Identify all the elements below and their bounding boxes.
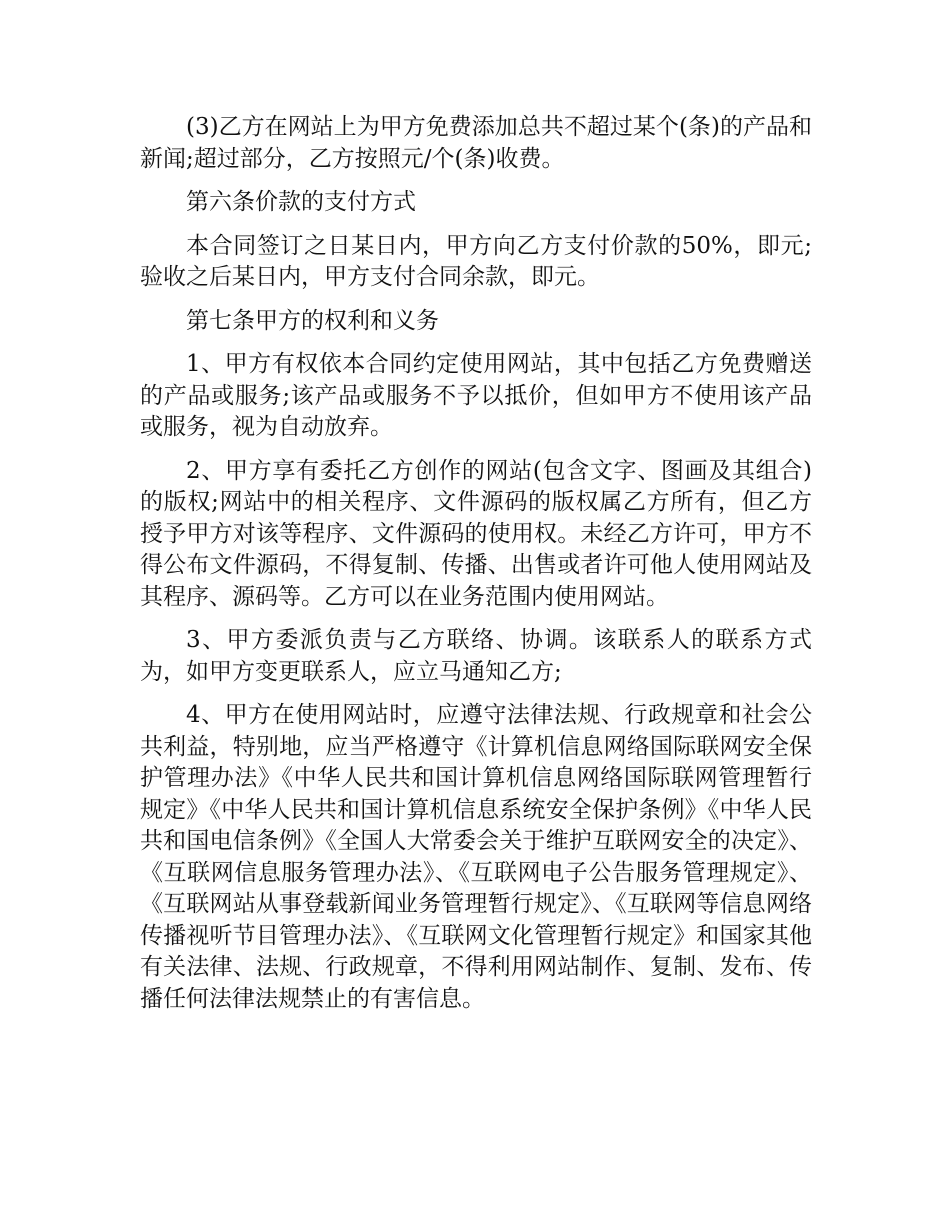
party-a-right-1-paragraph: 1、甲方有权依本合同约定使用网站，其中包括乙方免费赠送的产品或服务;该产品或服务不予以抵价，但如甲方不使用该产品或服务，视为自动放弃。 bbox=[140, 351, 812, 440]
party-a-right-2-paragraph: 2、甲方享有委托乙方创作的网站(包含文字、图画及其组合)的版权;网站中的相关程序、文件源码的版权属乙方所有，但乙方授予甲方对该等程序、文件源码的使用权。未经乙方许可，甲方不得公布文件源码，不得复制、传播、出售或者许可他人使用网站及其程序、源码等。乙方可以在业务范围内使用网站。 bbox=[140, 457, 812, 610]
article-6-heading: 第六条价款的支付方式 bbox=[186, 189, 416, 215]
party-a-right-3-paragraph: 3、甲方委派负责与乙方联络、协调。该联系人的联系方式为，如甲方变更联系人，应立马通知乙方; bbox=[140, 627, 812, 685]
party-a-right-4-paragraph: 4、甲方在使用网站时，应遵守法律法规、行政规章和社会公共利益，特别地，应当严格遵守《计算机信息网络国际联网安全保护管理办法》《中华人民共和国计算机信息网络国际联网管理暂行规定》《中华人民共和国计算机信息系统安全保护条例》《中华人民共和国电信条例》《全国人大常委会关于维护互联网安全的决定》、《互联网信息服务管理办法》、《互联网电子公告服务管理规定》、《互联网站从事登载新闻业务管理暂行规定》、《互联网等信息网络传播视听节目管理办法》、《互联网文化管理暂行规定》和国家其他有关法律、法规、行政规章，不得利用网站制作、复制、发布、传播任何法律法规禁止的有害信息。 bbox=[140, 702, 812, 1012]
paragraph-item-3-free-additions: (3)乙方在网站上为甲方免费添加总共不超过某个(条)的产品和新闻;超过部分，乙方按照元/个(条)收费。 bbox=[140, 114, 812, 172]
document-page bbox=[140, 112, 812, 1027]
payment-terms-paragraph: 本合同签订之日某日内，甲方向乙方支付价款的50%，即元;验收之后某日内，甲方支付合同余款，即元。 bbox=[140, 232, 812, 290]
article-7-heading: 第七条甲方的权利和义务 bbox=[186, 307, 439, 334]
